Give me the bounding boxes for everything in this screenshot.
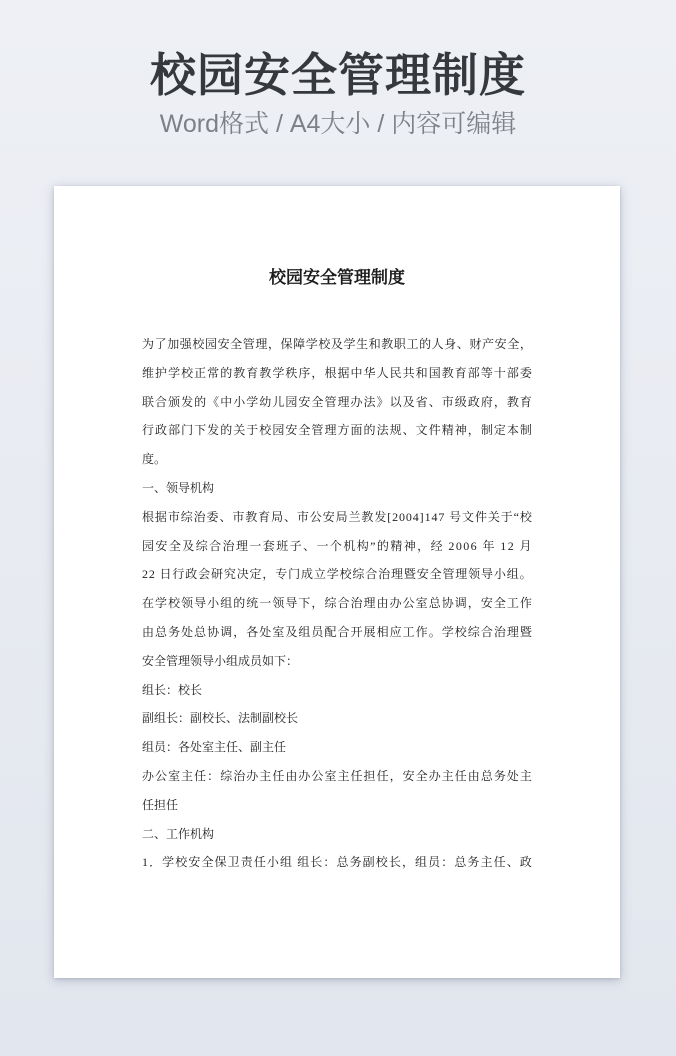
document-line: 办 公 室 主 任 ： 综 治 办 主 任 由 办 公 室 主 任 担 任 ， 安 全 办 主 任 由 总 务 处 主 [142, 768, 532, 783]
document-line: 根 据 市 综 治 委 、 市 教 育 局 、 市 公 安 局 兰 教 发 [ 2 0 0 4 ] 1 4 7 号 文 件 关 于 “ 校 [142, 509, 532, 524]
template-title: 校园安全管理制度 [150, 49, 526, 101]
a4-page [54, 186, 620, 978]
document-line: 行 政 部 门 下 发 的 关 于 校 园 安 全 管 理 方 面 的 法 规 、 文 件 精 神 ， 制 定 本 制 [142, 423, 532, 438]
document-line: 为 了 加 强 校 园 安 全 管 理 ， 保 障 学 校 及 学 生 和 教 职 工 的 人 身 、 财 产 安 全 ， [142, 337, 532, 351]
document-body [142, 330, 532, 877]
template-subtitle: Word格式 / A4大小 / 内容可编辑 [159, 110, 517, 138]
document-line: 园 安 全 及 综 合 治 理 一 套 班 子 、 一 个 机 构 ” 的 精 神 ， 经 2 0 0 6 年 1 2 月 [142, 538, 532, 553]
document-line: 2 2 日 行 政 会 研 究 决 定 ， 专 门 成 立 学 校 综 合 治 理 暨 安 全 管 理 领 导 小 组 。 [142, 567, 532, 582]
document-line: 由 总 务 处 总 协 调 ， 各 处 室 及 组 员 配 合 开 展 相 应 工 作 。 学 校 综 合 治 理 暨 [142, 624, 532, 639]
document-line: 联 合 颁 发 的 《 中 小 学 幼 儿 园 安 全 管 理 办 法 》 以 及 省 、 市 级 政 府 ， 教 育 [142, 394, 532, 409]
document-line: 在 学 校 领 导 小 组 的 统 一 领 导 下 ， 综 合 治 理 由 办 公 室 总 协 调 ， 安 全 工 作 [142, 596, 532, 611]
document-line: 度。 [142, 452, 167, 467]
document-line: 副组长：副校长、法制副校长 [142, 711, 299, 726]
document-line: 维 护 学 校 正 常 的 教 育 教 学 秩 序 ， 根 据 中 华 人 民 共 和 国 教 育 部 等 十 部 委 [142, 365, 532, 380]
document-line: 组员：各处室主任、副主任 [142, 740, 287, 755]
document-line: 二、工作机构 [142, 826, 215, 841]
document-line: 安全管理领导小组成员如下： [142, 653, 299, 668]
document-line: 1 ． 学 校 安 全 保 卫 责 任 小 组 组 长 ： 总 务 副 校 长 ， 组 员 ： 总 务 主 任 、 政 [142, 855, 532, 870]
document-line: 组长：校长 [142, 682, 203, 697]
preview-header [0, 0, 676, 139]
document-line: 任担任 [142, 797, 179, 812]
document-line: 一、领导机构 [142, 480, 215, 495]
document-title: 校园安全管理制度 [269, 268, 405, 287]
